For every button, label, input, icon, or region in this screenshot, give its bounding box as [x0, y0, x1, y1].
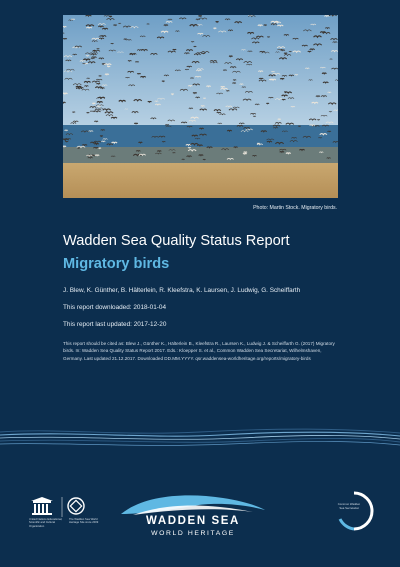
- bird-silhouette: [101, 141, 105, 142]
- bird-silhouette: [175, 31, 179, 32]
- bird-silhouette: [94, 121, 98, 122]
- bird-silhouette: [258, 71, 263, 72]
- bird-silhouette: [98, 26, 103, 27]
- bird-silhouette: [289, 75, 294, 76]
- bird-silhouette: [84, 81, 90, 82]
- bird-silhouette: [267, 141, 272, 142]
- bird-silhouette: [308, 51, 311, 52]
- bird-silhouette: [252, 155, 256, 156]
- bird-silhouette: [63, 38, 67, 39]
- bird-silhouette: [86, 15, 92, 16]
- citation-text: This report should be cited as: Blew J., Günther K., Hälterlein B., Kleefstra R., Laursen K., Ludwig J. & Scheiffarth G. (2017) Migratory birds. In: Wadden Sea Quality Status Report 2017. Eds.: Kloepper S. et al., Common Wadden Sea Secretariat, Wilhelmshaven, Germany. Last updated 21.12.2017. Downloaded DD.MM.YYYY. qsr.waddensea-worldheritage.org/reports/migratory-birds: [63, 341, 335, 361]
- cwss-circle-logo: [333, 490, 375, 532]
- bird-silhouette: [284, 35, 289, 36]
- report-subtitle: Migratory birds: [63, 256, 170, 272]
- bird-silhouette: [282, 95, 288, 96]
- bird-silhouette: [217, 112, 221, 113]
- bird-silhouette: [119, 100, 126, 101]
- bird-silhouette: [310, 125, 315, 126]
- bird-silhouette: [299, 149, 304, 150]
- bird-silhouette: [189, 108, 193, 109]
- bird-silhouette: [244, 152, 247, 153]
- bird-silhouette: [201, 106, 205, 107]
- bird-silhouette: [281, 50, 285, 51]
- bird-silhouette: [101, 130, 105, 131]
- cover-photo: [63, 15, 338, 198]
- bird-silhouette: [139, 142, 143, 143]
- bird-silhouette: [155, 104, 160, 105]
- bird-silhouette: [88, 157, 93, 158]
- bird-silhouette: [94, 144, 99, 145]
- bird-silhouette: [71, 19, 75, 20]
- bird-silhouette: [99, 58, 104, 59]
- bird-silhouette: [271, 71, 274, 72]
- bird-silhouette: [319, 152, 323, 153]
- bird-silhouette: [82, 145, 87, 146]
- migratory-birds-photo: [63, 15, 338, 198]
- bird-silhouette: [97, 106, 100, 107]
- bird-silhouette: [76, 88, 82, 89]
- bird-silhouette: [324, 16, 329, 17]
- bird-silhouette: [187, 66, 192, 67]
- cwss-label: Common Wadden Sea Secretariat: [337, 502, 361, 510]
- bird-silhouette: [97, 102, 103, 103]
- bird-silhouette: [157, 151, 161, 152]
- bird-silhouette: [327, 158, 331, 159]
- bird-silhouette: [135, 62, 139, 63]
- bird-silhouette: [137, 74, 140, 75]
- bird-silhouette: [73, 54, 77, 55]
- bird-silhouette: [136, 151, 140, 152]
- bird-silhouette: [190, 78, 193, 79]
- authors-line: J. Blew, K. Günther, B. Hälterlein, R. Kleefstra, K. Laursen, J. Ludwig, G. Scheiffarth: [63, 287, 301, 294]
- bird-silhouette: [322, 73, 326, 74]
- bird-silhouette: [92, 57, 97, 58]
- bird-silhouette: [186, 145, 191, 146]
- bird-silhouette: [184, 53, 189, 54]
- bird-silhouette: [228, 30, 233, 31]
- bird-silhouette: [323, 82, 328, 83]
- bird-silhouette: [199, 16, 202, 17]
- bird-silhouette: [96, 83, 100, 84]
- bird-silhouette: [197, 33, 203, 34]
- world-heritage-label: The Wadden Sea World Heritage Site since 2009: [69, 518, 99, 525]
- bird-silhouette: [111, 117, 117, 118]
- bird-silhouette: [243, 153, 247, 154]
- bird-silhouette: [255, 104, 259, 105]
- bird-silhouette: [192, 135, 198, 136]
- download-date: This report downloaded: 2018-01-04: [63, 304, 167, 311]
- bird-silhouette: [196, 97, 200, 98]
- bird-silhouette: [221, 87, 225, 88]
- bird-silhouette: [258, 25, 263, 26]
- bird-silhouette: [187, 156, 192, 157]
- bird-silhouette: [259, 78, 263, 79]
- wadden-sea-wave-logo: [113, 488, 273, 518]
- bird-silhouette: [269, 75, 276, 76]
- bird-silhouette: [140, 76, 145, 77]
- bird-silhouette: [305, 68, 309, 69]
- bird-silhouette: [112, 142, 118, 143]
- bird-silhouette: [90, 142, 96, 143]
- bird-silhouette: [232, 83, 236, 84]
- unesco-temple-icon: [31, 497, 53, 515]
- bird-silhouette: [173, 49, 177, 50]
- bird-silhouette: [199, 155, 204, 156]
- bird-silhouette: [277, 25, 283, 26]
- bird-silhouette: [84, 86, 88, 87]
- bird-silhouette: [333, 42, 338, 43]
- bird-silhouette: [161, 31, 168, 32]
- bird-silhouette: [86, 27, 91, 28]
- world-heritage-emblem-icon: [68, 498, 84, 514]
- bird-silhouette: [291, 106, 295, 107]
- bird-silhouette: [223, 70, 227, 71]
- bird-silhouette: [76, 86, 82, 87]
- bird-silhouette: [282, 99, 285, 100]
- bird-silhouette: [207, 147, 213, 148]
- decorative-waves: [0, 426, 400, 450]
- bird-silhouette: [234, 147, 238, 148]
- bird-silhouette: [155, 101, 159, 102]
- photo-caption: Photo: Martin Stock. Migratory birds.: [253, 205, 337, 211]
- bird-silhouette: [227, 130, 231, 131]
- bird-silhouette: [99, 38, 104, 39]
- bird-silhouette: [280, 78, 284, 79]
- wadden-sea-logo-tagline: WORLD HERITAGE: [151, 530, 235, 537]
- bird-silhouette: [95, 155, 99, 156]
- bird-silhouette: [286, 153, 291, 154]
- bird-silhouette: [63, 146, 66, 147]
- bird-silhouette: [165, 125, 169, 126]
- bird-silhouette: [312, 102, 318, 103]
- report-title: Wadden Sea Quality Status Report: [63, 233, 290, 249]
- bird-silhouette: [162, 142, 165, 143]
- bird-silhouette: [295, 75, 298, 76]
- bird-silhouette: [128, 61, 132, 62]
- bird-silhouette: [134, 123, 137, 124]
- wadden-sea-logo-name: WADDEN SEA: [146, 515, 240, 527]
- bird-silhouette: [105, 74, 109, 75]
- bird-silhouette: [83, 59, 90, 60]
- unesco-label: United Nations Educational, Scientific and Cultural Organization: [29, 518, 63, 528]
- bird-silhouette: [193, 93, 197, 94]
- bird-silhouette: [164, 25, 168, 26]
- bird-silhouette: [310, 49, 315, 50]
- bird-silhouette: [280, 152, 284, 153]
- bird-silhouette: [325, 28, 329, 29]
- bird-silhouette: [199, 128, 203, 129]
- bird-silhouette: [328, 92, 332, 93]
- bird-silhouette: [102, 28, 108, 29]
- bird-silhouette: [148, 101, 152, 102]
- bird-silhouette: [320, 32, 325, 33]
- bird-silhouette: [86, 56, 89, 57]
- bird-silhouette: [327, 131, 331, 132]
- bird-silhouette: [240, 84, 244, 85]
- bird-silhouette: [247, 32, 253, 33]
- bird-silhouette: [100, 88, 104, 89]
- last-updated-date: This report last updated: 2017-12-20: [63, 321, 167, 328]
- bird-silhouette: [197, 145, 202, 146]
- bird-silhouette: [229, 56, 232, 57]
- bird-silhouette: [188, 86, 192, 87]
- bird-silhouette: [137, 50, 142, 51]
- bird-silhouette: [202, 53, 205, 54]
- bird-silhouette: [206, 86, 210, 87]
- bird-silhouette: [316, 96, 320, 97]
- bird-silhouette: [93, 147, 98, 148]
- bird-silhouette: [124, 39, 127, 40]
- bird-silhouette: [270, 79, 276, 80]
- bird-silhouette: [261, 131, 267, 132]
